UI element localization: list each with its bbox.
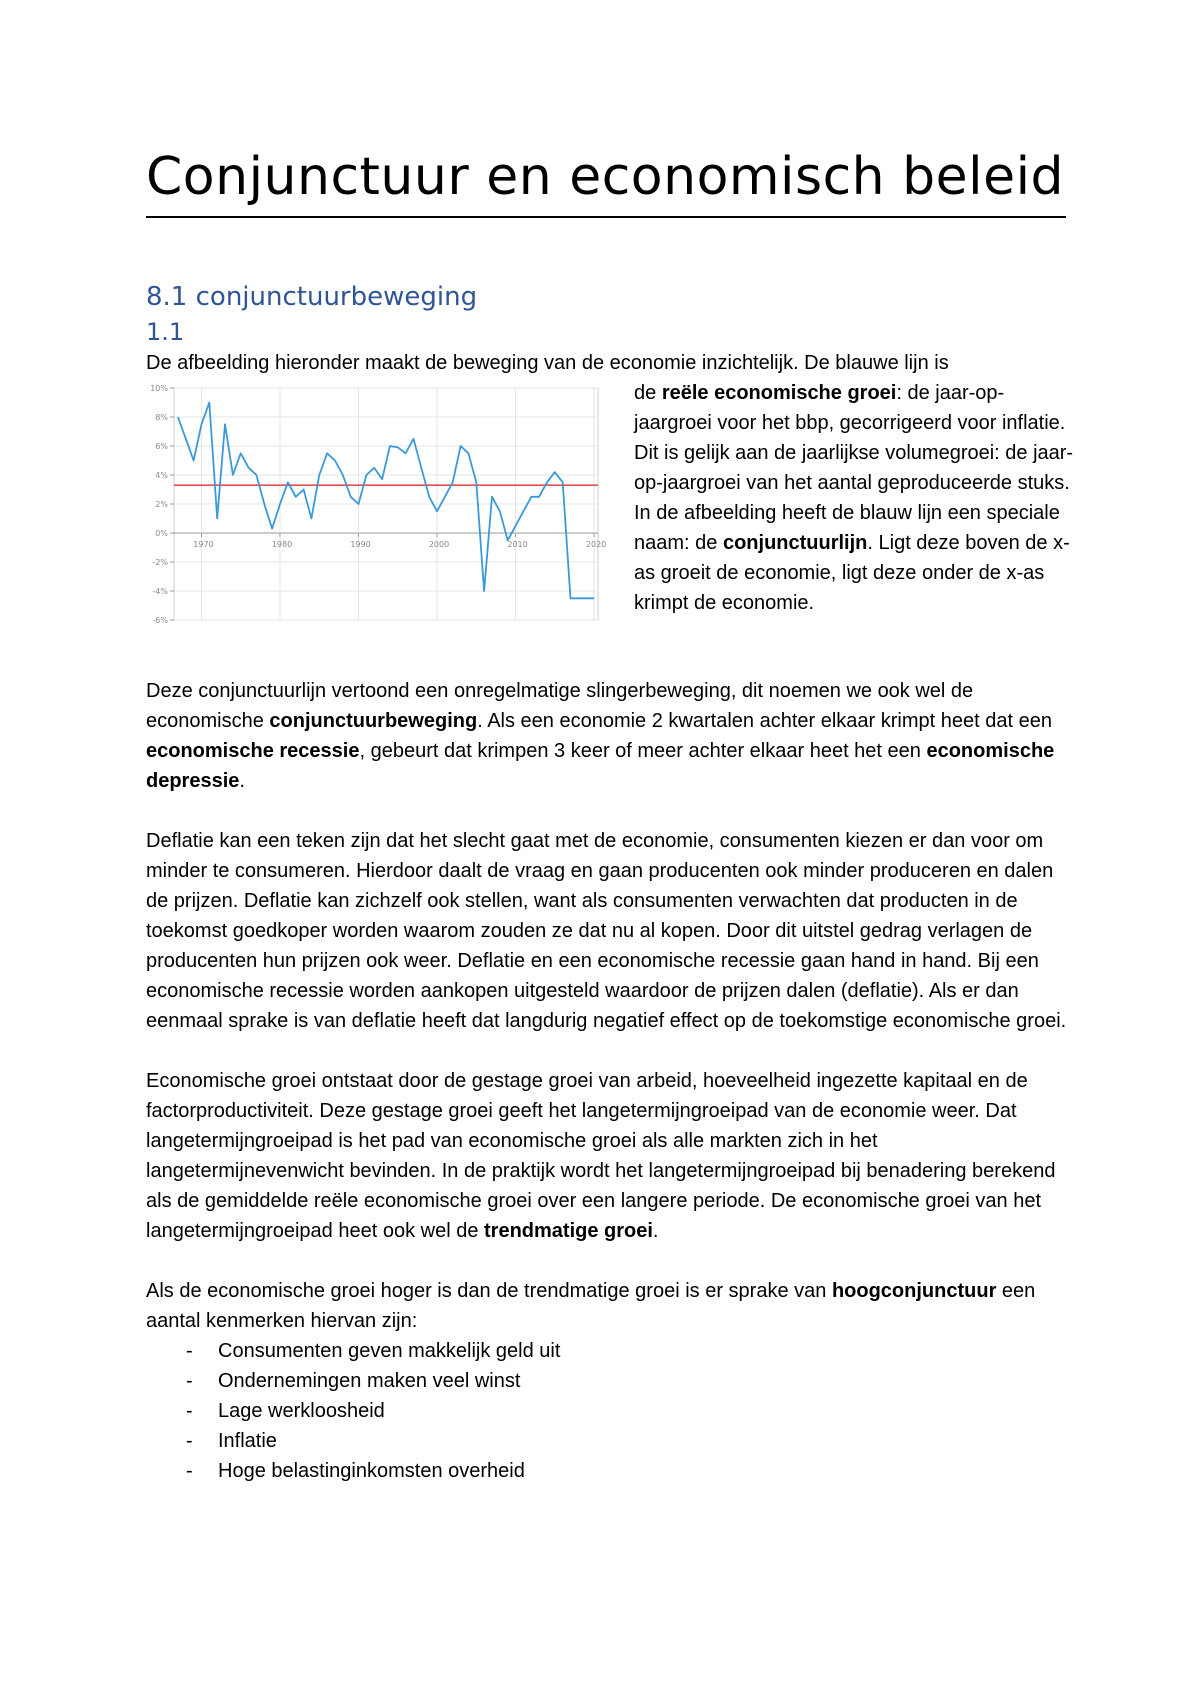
y-tick-label: 10% [150,384,168,393]
conjunctuur-chart [146,380,606,628]
text-span: Economische groei ontstaat door de gestage groei van arbeid, hoeveelheid ingezette kapitaal en de factorproductiviteit. Deze gestage groei geeft het langetermijngroeipad van de economie weer. Dat langetermijngroeipad is het pad van economische groei als alle markten zich in het langetermijnevenwicht bevinden. In de praktijk wordt het langetermijngroeipad bij benadering berekend als de gemiddelde reële economische groei over een langere periode. De economische groei van het langetermijngroeipad heet ook wel de [146,1070,1056,1242]
text-span: . Ligt deze boven de x-as groeit de economie, ligt deze onder de x-as krimpt de economie. [634,532,1070,614]
y-tick-label: 6% [155,442,168,451]
term-conjunctuurlijn: conjunctuurlijn [722,532,868,554]
list-item: - Ondernemingen maken veel winst [186,1366,1076,1396]
list-item: - Inflatie [186,1426,1076,1456]
y-tick-label: -6% [152,616,168,625]
y-tick-label: -2% [152,558,168,567]
page-title: Conjunctuur en economisch beleid [146,146,1066,218]
text-span: : de jaar-op-jaargroei voor het bbp, gecorrigeerd voor inflatie. Dit is gelijk aan de jaarlijkse volumegroei: de jaar-op-jaargroei van het aantal geproduceerde stuks. In de afbeelding heeft de blauw lijn een speciale naam: de [634,382,1074,554]
text-span: . [652,1220,659,1242]
x-tick-label: 2010 [507,540,528,549]
kenmerken-list [146,1336,1076,1486]
paragraph-hoogconjunctuur [146,1276,1076,1336]
y-tick-label: 0% [155,529,168,538]
text-span: Deze conjunctuurlijn vertoond een onregelmatige slingerbeweging, dit noemen we ook wel de economische [146,680,974,732]
text-span: Als de economische groei hoger is dan de trendmatige groei is er sprake van [146,1280,832,1302]
text-span: de [634,382,662,404]
x-tick-label: 1980 [271,540,293,549]
y-tick-label: 4% [155,471,168,480]
text-span: , gebeurt dat krimpen 3 keer of meer achter elkaar heet het een [359,740,927,762]
term-reele-groei: reële economische groei [661,382,897,404]
term-trendmatige-groei: trendmatige groei [484,1220,653,1242]
list-item: - Lage werkloosheid [186,1396,1076,1426]
x-tick-label: 2000 [428,540,450,549]
y-tick-label: 2% [155,500,168,509]
section-heading: 8.1 conjunctuurbeweging [146,282,478,312]
term-recessie: economische recessie [146,740,360,762]
subsection-heading: 1.1 [146,318,185,346]
x-tick-label: 1970 [193,540,214,549]
paragraph-conjunctuurbeweging [146,676,1076,796]
text-span: . Als een economie 2 kwartalen achter elkaar krimpt heet dat een [477,710,1052,732]
term-depressie: economische depressie [146,740,1055,792]
text-span: een aantal kenmerken hiervan zijn: [146,1280,1036,1332]
term-conjunctuurbeweging: conjunctuurbeweging [269,710,478,732]
x-tick-label: 1990 [350,540,371,549]
y-tick-label: 8% [155,413,168,422]
x-tick-label: 2020 [585,540,606,549]
list-item: - Hoge belastinginkomsten overheid [186,1456,1076,1486]
body-text [146,676,1076,1486]
intro-text: De afbeelding hieronder maakt de beweging van de economie inzichtelijk. De blauwe lijn is [146,352,949,374]
chart-description [634,378,1074,618]
y-tick-label: -4% [152,587,168,596]
text-span: . [239,770,245,792]
paragraph-groei [146,1066,1076,1246]
term-hoogconjunctuur: hoogconjunctuur [831,1280,997,1302]
paragraph-deflatie: Deflatie kan een teken zijn dat het slecht gaat met de economie, consumenten kiezen er dan voor om minder te consumeren. Hierdoor daalt de vraag en gaan producenten ook minder produceren en dalen de prijzen. Deflatie kan zichzelf ook stellen, want als consumenten verwachten dat producten in de toekomst goedkoper worden waarom zouden ze dat nu al kopen. Door dit uitstel gedrag verlagen de producenten hun prijzen ook weer. Deflatie en een economische recessie gaan hand in hand. Bij een economische recessie worden aankopen uitgesteld waardoor de prijzen dalen (deflatie). Als er dan eenmaal sprake is van deflatie heeft dat langdurig negatief effect op de toekomstige economische groei. [146,830,1067,1032]
list-item: - Consumenten geven makkelijk geld uit [186,1336,1076,1366]
